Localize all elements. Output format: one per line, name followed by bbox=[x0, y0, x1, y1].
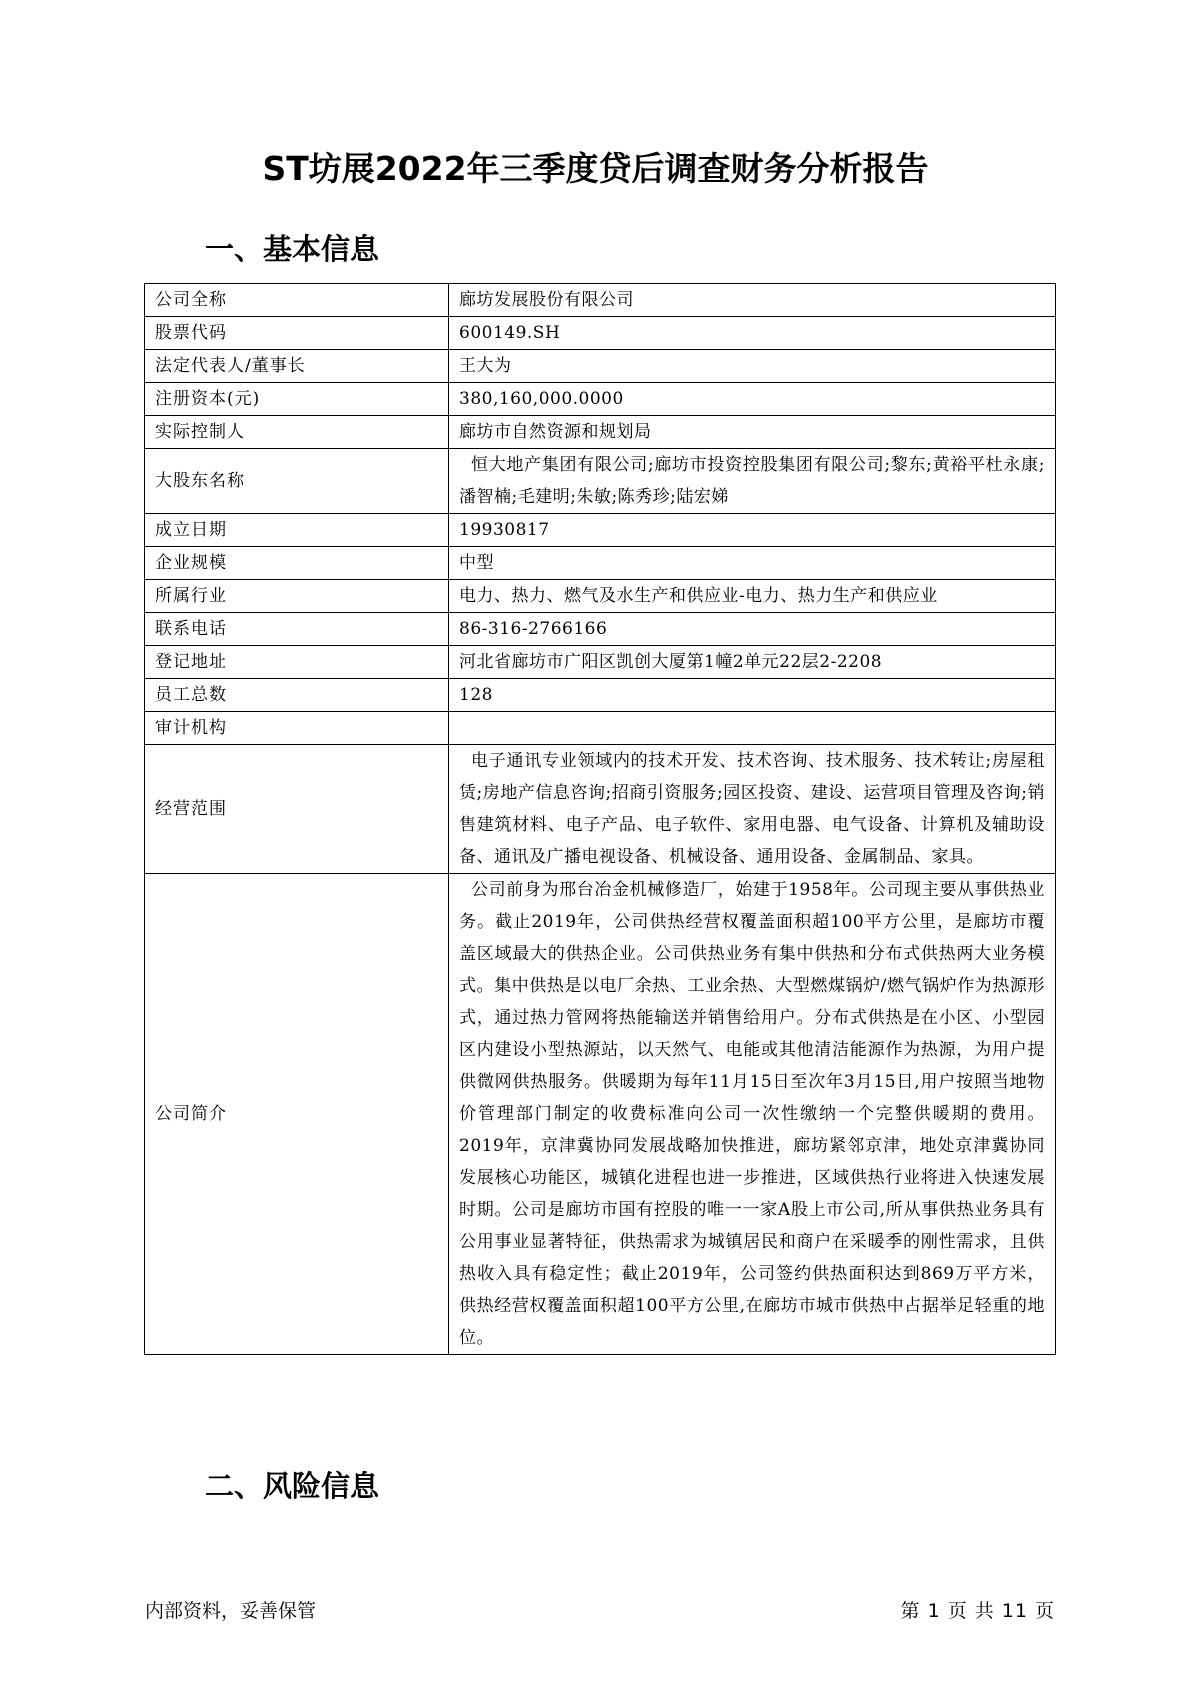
basic-info-table bbox=[144, 283, 1056, 1355]
row-label: 登记地址 bbox=[145, 646, 449, 679]
footer-confidential-note: 内部资料，妥善保管 bbox=[145, 1600, 317, 1622]
row-label: 实际控制人 bbox=[145, 416, 449, 449]
row-value bbox=[449, 712, 1056, 745]
row-label: 法定代表人/董事长 bbox=[145, 350, 449, 383]
section-heading-basic-info: 一、基本信息 bbox=[205, 232, 380, 266]
table-row bbox=[145, 679, 1056, 712]
row-value: 中型 bbox=[449, 547, 1056, 580]
footer-page-number: 第 1 页 共 11 页 bbox=[900, 1600, 1055, 1622]
row-label: 股票代码 bbox=[145, 317, 449, 350]
table-row bbox=[145, 416, 1056, 449]
row-label: 经营范围 bbox=[145, 745, 449, 874]
row-value: 600149.SH bbox=[449, 317, 1056, 350]
table-row bbox=[145, 712, 1056, 745]
row-label: 公司简介 bbox=[145, 874, 449, 1355]
table-row bbox=[145, 284, 1056, 317]
section-heading-risk-info: 二、风险信息 bbox=[205, 1469, 380, 1503]
row-value: 128 bbox=[449, 679, 1056, 712]
table-row bbox=[145, 350, 1056, 383]
row-label: 公司全称 bbox=[145, 284, 449, 317]
row-label: 成立日期 bbox=[145, 514, 449, 547]
row-label: 企业规模 bbox=[145, 547, 449, 580]
row-label: 联系电话 bbox=[145, 613, 449, 646]
table-row bbox=[145, 317, 1056, 350]
row-label: 审计机构 bbox=[145, 712, 449, 745]
table-row bbox=[145, 745, 1056, 874]
table-row bbox=[145, 514, 1056, 547]
report-title: ST坊展2022年三季度贷后调查财务分析报告 bbox=[262, 149, 929, 188]
table-row bbox=[145, 580, 1056, 613]
row-value: 公司前身为邢台冶金机械修造厂，始建于1958年。公司现主要从事供热业务。截止2019年，公司供热经营权覆盖面积超100平方公里，是廊坊市覆盖区域最大的供热企业。公司供热业务有集中供热和分布式供热两大业务模式。集中供热是以电厂余热、工业余热、大型燃煤锅炉/燃气锅炉作为热源形式，通过热力管网将热能输送并销售给用户。分布式供热是在小区、小型园区内建设小型热源站，以天然气、电能或其他清洁能源作为热源，为用户提供微网供热服务。供暖期为每年11月15日至次年3月15日,用户按照当地物价管理部门制定的收费标准向公司一次性缴纳一个完整供暖期的费用。2019年，京津冀协同发展战略加快推进，廊坊紧邻京津，地处京津冀协同发展核心功能区，城镇化进程也进一步推进，区域供热行业将进入快速发展时期。公司是廊坊市国有控股的唯一一家A股上市公司,所从事供热业务具有公用事业显著特征，供热需求为城镇居民和商户在采暖季的刚性需求，且供热收入具有稳定性；截止2019年，公司签约供热面积达到869万平方米，供热经营权覆盖面积超100平方公里,在廊坊市城市供热中占据举足轻重的地位。 bbox=[449, 874, 1056, 1355]
row-value: 河北省廊坊市广阳区凯创大厦第1幢2单元22层2-2208 bbox=[449, 646, 1056, 679]
row-value: 电子通讯专业领域内的技术开发、技术咨询、技术服务、技术转让;房屋租赁;房地产信息咨询;招商引资服务;园区投资、建设、运营项目管理及咨询;销售建筑材料、电子产品、电子软件、家用电器、电气设备、计算机及辅助设备、通讯及广播电视设备、机械设备、通用设备、金属制品、家具。 bbox=[449, 745, 1056, 874]
table-row bbox=[145, 449, 1056, 514]
table-row bbox=[145, 874, 1056, 1355]
table-row bbox=[145, 547, 1056, 580]
row-label: 注册资本(元) bbox=[145, 383, 449, 416]
table-row bbox=[145, 383, 1056, 416]
row-value: 86-316-2766166 bbox=[449, 613, 1056, 646]
row-value: 恒大地产集团有限公司;廊坊市投资控股集团有限公司;黎东;黄裕平杜永康;潘智楠;毛建明;朱敏;陈秀珍;陆宏娣 bbox=[449, 449, 1056, 514]
row-label: 大股东名称 bbox=[145, 449, 449, 514]
row-value: 廊坊市自然资源和规划局 bbox=[449, 416, 1056, 449]
row-label: 员工总数 bbox=[145, 679, 449, 712]
row-value: 380,160,000.0000 bbox=[449, 383, 1056, 416]
row-value: 19930817 bbox=[449, 514, 1056, 547]
row-label: 所属行业 bbox=[145, 580, 449, 613]
row-value: 电力、热力、燃气及水生产和供应业-电力、热力生产和供应业 bbox=[449, 580, 1056, 613]
row-value: 廊坊发展股份有限公司 bbox=[449, 284, 1056, 317]
table-row bbox=[145, 613, 1056, 646]
table-row bbox=[145, 646, 1056, 679]
row-value: 王大为 bbox=[449, 350, 1056, 383]
